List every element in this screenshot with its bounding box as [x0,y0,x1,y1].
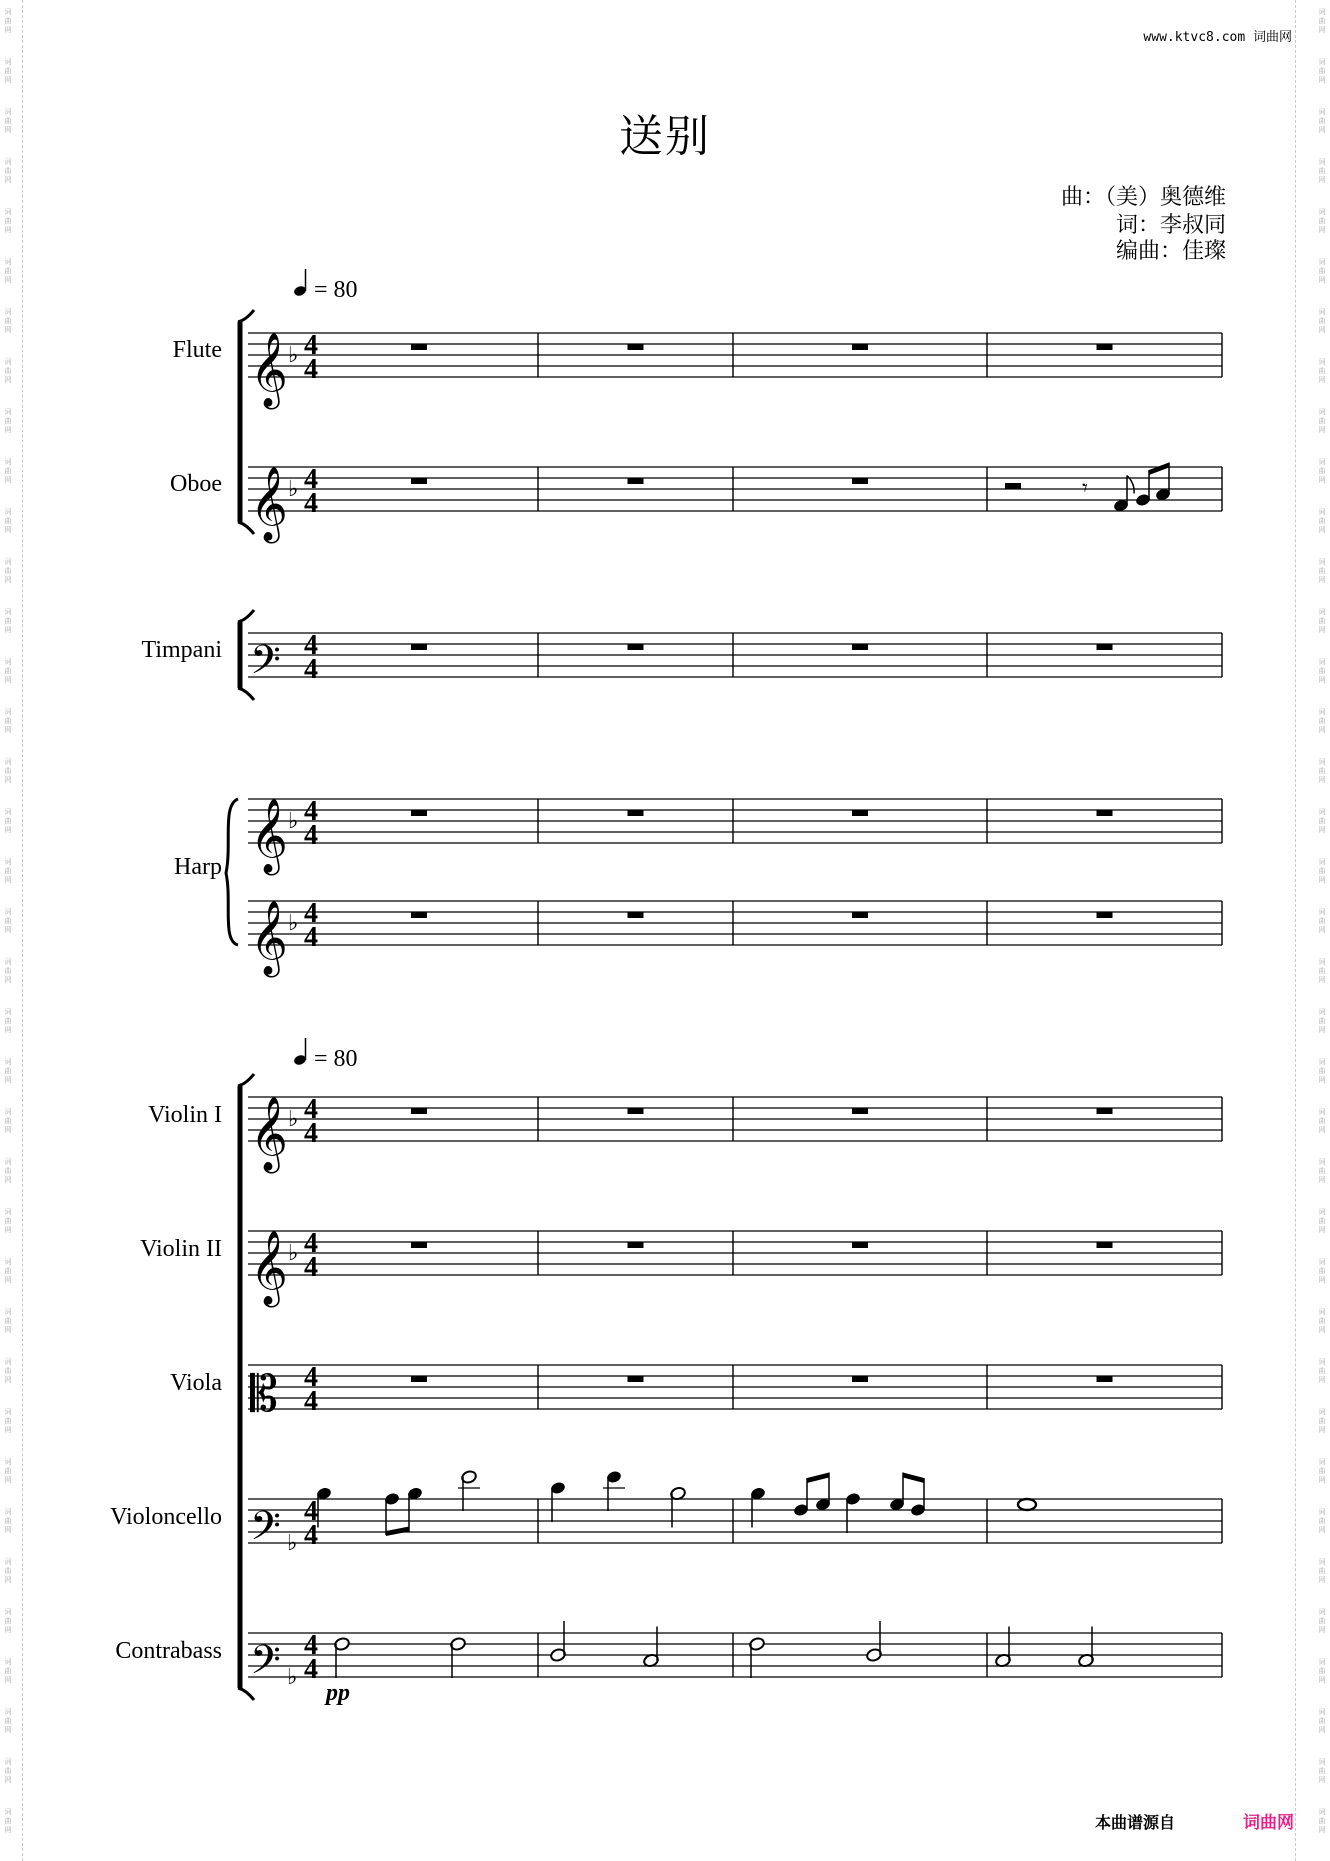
watermark-glyph: 词 曲 网 [4,458,12,484]
score-title: 送别 [619,112,711,161]
time-signature-denominator: 4 [304,820,318,851]
watermark-glyph: 词 曲 网 [1318,958,1326,984]
watermark-glyph: 词 曲 网 [1318,1408,1326,1434]
whole-rest [628,1242,644,1248]
whole-rest [411,912,427,918]
instrument-name-oboe: Oboe [170,471,222,497]
staff-flute [248,330,1222,410]
bass-clef-icon: 𝄢 [250,1505,281,1558]
footer-source-label: 本曲谱源自 [1095,1813,1176,1832]
watermark-glyph: 词 曲 网 [1318,1008,1326,1034]
flat-icon: ♭ [288,1106,299,1131]
instrument-name-viola: Viola [170,1370,222,1396]
watermark-glyph: 词 曲 网 [4,558,12,584]
watermark-glyph: 词 曲 网 [4,258,12,284]
watermark-glyph: 词 曲 网 [4,758,12,784]
staff-violoncello [248,1470,1222,1558]
flat-icon: ♭ [287,1664,298,1689]
site-header: www.ktvc8.com 词曲网 [1143,30,1292,45]
watermark-glyph: 词 曲 网 [1318,458,1326,484]
dynamic-pianissimo: pp [326,1680,350,1706]
flat-icon: ♭ [288,808,299,833]
composer-credit: 曲：（美）奥德维 [1060,184,1226,209]
watermark-glyph: 词 曲 网 [1318,408,1326,434]
whole-rest [1097,810,1113,816]
treble-clef-icon: 𝄞 [250,334,288,405]
staff-violin-ii [248,1228,1222,1308]
whole-rest [628,644,644,650]
watermark-glyph: 词 曲 网 [4,508,12,534]
whole-rest [411,478,427,484]
whole-rest [852,1242,868,1248]
watermark-glyph: 词 曲 网 [1318,208,1326,234]
treble-clef-icon: 𝄞 [250,1232,288,1303]
flat-icon: ♭ [288,910,299,935]
watermark-glyph: 词 曲 网 [4,808,12,834]
watermark-glyph: 词 曲 网 [1318,1808,1326,1834]
whole-rest [411,810,427,816]
watermark-glyph: 词 曲 网 [4,8,12,34]
whole-rest [628,478,644,484]
watermark-glyph: 词 曲 网 [1318,1308,1326,1334]
time-signature-denominator: 4 [304,1654,318,1685]
strings-bracket-top [238,1074,254,1086]
watermark-glyph: 词 曲 网 [1318,758,1326,784]
tempo-mark [293,1038,358,1072]
whole-rest [852,344,868,350]
staff-harp [248,796,1222,876]
watermark-glyph: 词 曲 网 [4,58,12,84]
treble-clef-icon: 𝄞 [250,902,288,973]
watermark-glyph: 词 曲 网 [4,1808,12,1834]
watermark-glyph: 词 曲 网 [1318,1608,1326,1634]
watermark-glyph: 词 曲 网 [1318,908,1326,934]
watermark-glyph: 词 曲 网 [4,208,12,234]
whole-rest [411,344,427,350]
watermark-glyph: 词 曲 网 [1318,308,1326,334]
time-signature-denominator: 4 [304,1386,318,1417]
beam [807,1473,829,1484]
watermark-glyph: 词 曲 网 [1318,558,1326,584]
instrument-name-harp: Harp [174,854,222,880]
watermark-glyph: 词 曲 网 [4,1358,12,1384]
whole-rest [628,810,644,816]
instrument-name-violin-i: Violin I [148,1102,222,1128]
watermark-glyph: 词 曲 网 [4,158,12,184]
watermark-glyph: 词 曲 网 [4,958,12,984]
watermark-glyph: 词 曲 网 [4,1708,12,1734]
staff-harp [248,898,1222,978]
bass-clef-icon: 𝄢 [250,1639,281,1692]
watermark-glyph: 词 曲 网 [4,608,12,634]
watermark-glyph: 词 曲 网 [1318,258,1326,284]
watermark-glyph: 词 曲 网 [1318,1708,1326,1734]
staff-contrabass [248,1621,1222,1692]
watermark-glyph: 词 曲 网 [1318,508,1326,534]
time-signature-denominator: 4 [304,488,318,519]
time-signature-denominator: 4 [304,1252,318,1283]
beam [1149,463,1169,476]
whole-rest [852,912,868,918]
time-signature-numerator: 4 [304,1094,318,1125]
watermark-glyph: 词 曲 网 [4,1158,12,1184]
watermark-glyph: 词 曲 网 [1318,1558,1326,1584]
watermark-glyph: 词 曲 网 [1318,58,1326,84]
whole-rest [1097,344,1113,350]
time-signature-numerator: 4 [304,1362,318,1393]
percussion-bracket-top [238,610,254,622]
watermark-glyph: 词 曲 网 [4,1608,12,1634]
arranger-credit: 编曲：佳璨 [1115,238,1226,263]
flat-icon: ♭ [287,1530,298,1555]
watermark-glyph: 词 曲 网 [4,658,12,684]
watermark-glyph: 词 曲 网 [4,1458,12,1484]
staff-violin-i [248,1094,1222,1174]
watermark-glyph: 词 曲 网 [1318,1658,1326,1684]
whole-rest [1097,644,1113,650]
watermark-glyph: 词 曲 网 [4,308,12,334]
whole-rest [852,810,868,816]
watermark-glyph: 词 曲 网 [4,1058,12,1084]
watermark-glyph: 词 曲 网 [4,1408,12,1434]
whole-rest [411,1108,427,1114]
watermark-glyph: 词 曲 网 [4,1108,12,1134]
half-rest [1005,483,1021,489]
eighth-rest-icon: 𝄾 [1082,475,1088,500]
footer-site-link[interactable]: 词曲网 [1243,1813,1294,1833]
whole-rest [628,1376,644,1382]
time-signature-denominator: 4 [304,354,318,385]
time-signature-denominator: 4 [304,654,318,685]
whole-rest [852,644,868,650]
whole-rest [852,1108,868,1114]
watermark-glyph: 词 曲 网 [4,1008,12,1034]
watermark-glyph: 词 曲 网 [4,1208,12,1234]
watermark-glyph: 词 曲 网 [1318,658,1326,684]
harp-brace [226,799,238,945]
watermark-glyph: 词 曲 网 [1318,1208,1326,1234]
watermark-glyph: 词 曲 网 [4,108,12,134]
watermark-glyph: 词 曲 网 [4,1308,12,1334]
watermark-glyph: 词 曲 网 [1318,1458,1326,1484]
watermark-glyph: 词 曲 网 [1318,1758,1326,1784]
woodwinds-bracket-top [238,310,254,322]
staff-timpani [248,630,1222,692]
staff-viola [248,1362,1222,1422]
watermark-glyph: 词 曲 网 [4,708,12,734]
staff-oboe [248,463,1222,545]
watermark-glyph: 词 曲 网 [1318,358,1326,384]
lyricist-credit: 词：李叔同 [1115,212,1226,237]
whole-rest [852,1376,868,1382]
whole-rest [852,478,868,484]
time-signature-denominator: 4 [304,1520,318,1551]
treble-clef-icon: 𝄞 [250,1098,288,1169]
whole-rest [628,344,644,350]
time-signature-numerator: 4 [304,464,318,495]
time-signature-numerator: 4 [304,330,318,361]
bass-clef-icon: 𝄢 [250,639,281,692]
watermark-glyph: 词 曲 网 [1318,1258,1326,1284]
time-signature-numerator: 4 [304,630,318,661]
whole-note-head [1018,1499,1036,1510]
time-signature-numerator: 4 [304,796,318,827]
watermark-glyph: 词 曲 网 [1318,158,1326,184]
watermark-glyph: 词 曲 网 [1318,608,1326,634]
instrument-name-contrabass: Contrabass [115,1638,222,1664]
watermark-glyph: 词 曲 网 [4,408,12,434]
watermark-glyph: 词 曲 网 [4,358,12,384]
instrument-name-timpani: Timpani [141,637,222,663]
flat-icon: ♭ [288,342,299,367]
watermark-glyph: 词 曲 网 [1318,708,1326,734]
time-signature-denominator: 4 [304,1118,318,1149]
tempo-value: = 80 [314,1046,358,1072]
watermark-glyph: 词 曲 网 [1318,1358,1326,1384]
whole-rest [411,1242,427,1248]
beam [386,1527,409,1537]
whole-rest [1097,1242,1113,1248]
time-signature-numerator: 4 [304,1630,318,1661]
watermark-glyph: 词 曲 网 [1318,1058,1326,1084]
time-signature-numerator: 4 [304,1228,318,1259]
watermark-glyph: 词 曲 网 [4,1658,12,1684]
tempo-mark [293,269,358,303]
whole-rest [628,912,644,918]
flat-icon: ♭ [288,476,299,501]
instrument-name-flute: Flute [172,337,222,363]
beam [903,1473,924,1484]
whole-rest [1097,1376,1113,1382]
whole-rest [411,644,427,650]
watermark-glyph: 词 曲 网 [4,1558,12,1584]
watermark-glyph: 词 曲 网 [1318,1158,1326,1184]
watermark-glyph: 词 曲 网 [4,1508,12,1534]
watermark-glyph: 词 曲 网 [4,1758,12,1784]
watermark-glyph: 词 曲 网 [1318,108,1326,134]
treble-clef-icon: 𝄞 [250,800,288,871]
time-signature-denominator: 4 [304,922,318,953]
flat-icon: ♭ [288,1240,299,1265]
watermark-glyph: 词 曲 网 [1318,858,1326,884]
whole-rest [411,1376,427,1382]
watermark-glyph: 词 曲 网 [4,858,12,884]
whole-rest [1097,1108,1113,1114]
watermark-glyph: 词 曲 网 [1318,8,1326,34]
watermark-glyph: 词 曲 网 [4,908,12,934]
treble-clef-icon: 𝄞 [250,468,288,539]
instrument-name-violin-ii: Violin II [140,1236,222,1262]
watermark-glyph: 词 曲 网 [1318,808,1326,834]
whole-rest [628,1108,644,1114]
time-signature-numerator: 4 [304,1496,318,1527]
time-signature-numerator: 4 [304,898,318,929]
watermark-glyph: 词 曲 网 [1318,1108,1326,1134]
watermark-glyph: 词 曲 网 [1318,1508,1326,1534]
watermark-glyph: 词 曲 网 [4,1258,12,1284]
alto-clef-icon: 𝄡 [250,1366,278,1422]
tempo-value: = 80 [314,277,358,303]
whole-rest [1097,912,1113,918]
instrument-name-violoncello: Violoncello [110,1504,222,1530]
